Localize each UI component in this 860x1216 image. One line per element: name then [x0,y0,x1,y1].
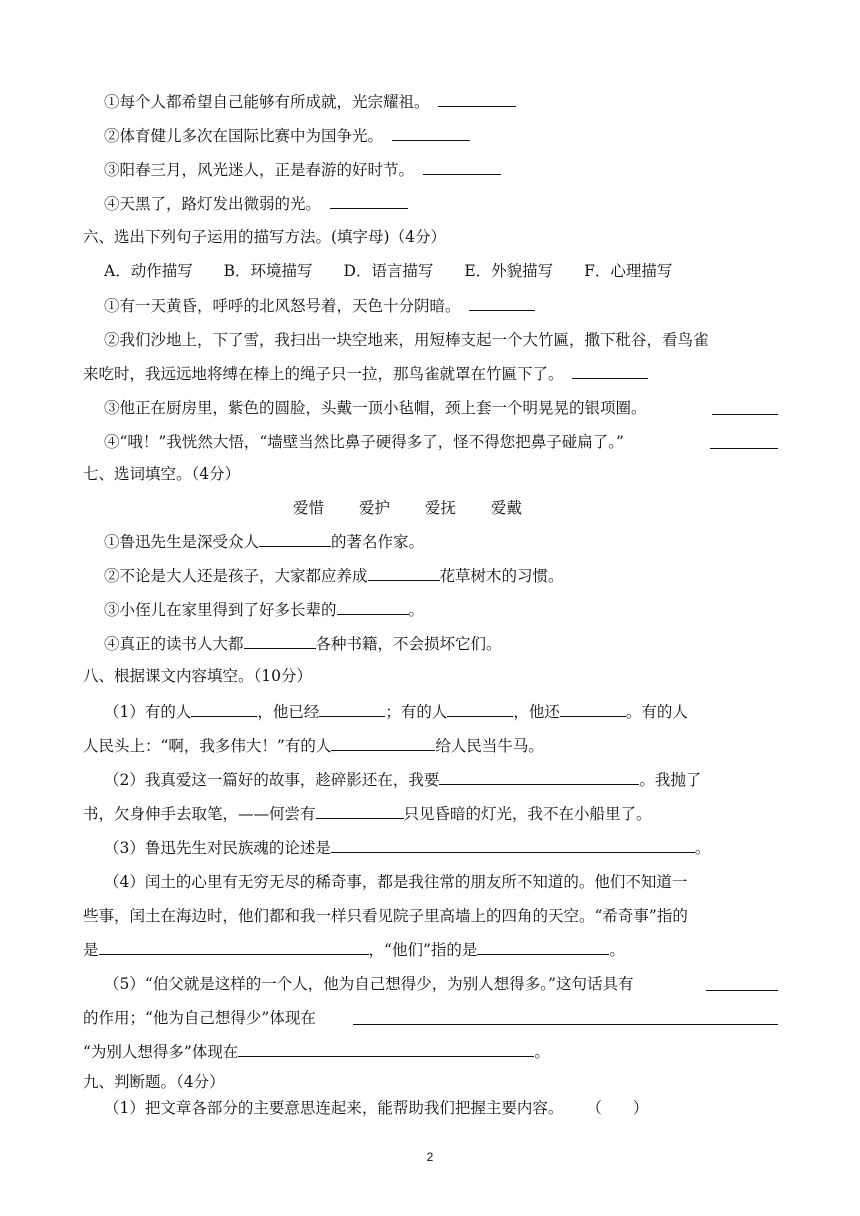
word-2: 爱护 [358,499,390,517]
text: 。有的人 [625,703,688,721]
sec7-q2-after: 花草树木的习惯。 [439,567,564,585]
word-1: 爱惜 [293,499,325,517]
sec7-q4-after: 各种书籍，不会损坏它们。 [315,635,502,653]
sec8-p5-line1: （5）“伯父就是这样的一个人，他为自己想得少，为别人想得多。”这句话具有 [104,975,634,993]
text: 。 [609,941,625,959]
answer-blank[interactable] [710,434,778,449]
answer-blank[interactable] [439,770,639,785]
answer-blank[interactable] [560,702,626,717]
answer-blank[interactable] [706,976,778,991]
answer-blank[interactable] [99,940,369,955]
text: ，他还 [513,703,560,721]
sec5-item-1 [104,92,516,112]
answer-blank[interactable] [319,702,385,717]
answer-blank[interactable] [259,532,331,547]
word-3: 爱抚 [424,499,456,517]
answer-blank[interactable] [469,296,535,311]
sec8-p5-line3 [83,1042,550,1062]
sec7-item-3 [104,600,424,620]
page-number: 2 [426,1150,434,1164]
text: 人民头上：“啊，我多伟大！”有的人 [83,737,332,755]
answer-blank[interactable] [572,364,648,379]
text: ；有的人 [385,703,448,721]
sec5-q4-text: ④天黑了，路灯发出微弱的光。 [104,195,322,213]
sec7-q2-before: ②不论是大人还是孩子，大家都应养成 [104,567,368,585]
sec6-heading: 六、选出下列句子运用的描写方法。(填字母)（4分） [83,228,446,246]
sec8-p5-line2: 的作用；“他为自己想得少”体现在 [83,1009,316,1027]
text: 。我抛了 [639,771,702,789]
answer-blank[interactable] [330,194,408,209]
text: （1）有的人 [104,703,192,721]
answer-blank[interactable] [191,702,257,717]
text: 给人民当牛马。 [435,737,544,755]
sec6-item-2-line1: ②我们沙地上，下了雪，我扫出一块空地来，用短棒支起一个大竹匾，撒下秕谷，看鸟雀 [104,331,709,349]
word-bank [278,498,537,518]
sec7-q4-before: ④真正的读书人大都 [104,635,244,653]
answer-blank[interactable] [331,736,435,751]
answer-blank[interactable] [447,702,513,717]
text: 只见昏暗的灯光，我不在小船里了。 [403,805,652,823]
sec5-item-4 [104,194,408,214]
sec7-q1-before: ①鲁迅先生是深受众人 [104,533,260,551]
answer-blank[interactable] [368,566,440,581]
sec5-item-2 [104,126,470,146]
option-f: F．心理描写 [584,262,673,280]
option-a: A．动作描写 [104,262,193,280]
answer-blank[interactable] [238,1042,534,1057]
sec6-q1-text: ①有一天黄昏，呼呼的北风怒号着，天色十分阴暗。 [104,297,461,315]
answer-blank[interactable] [337,600,409,615]
sec6-q2-text: 来吃时，我远远地将缚在棒上的绳子只一拉，那鸟雀就罩在竹匾下了。 [83,365,564,383]
answer-blank[interactable] [244,634,316,649]
text: ，“他们”指的是 [368,941,478,959]
text: （3）鲁迅先生对民族魂的论述是 [104,839,331,857]
sec7-item-1 [104,532,424,552]
answer-blank[interactable] [331,838,695,853]
text: ，他已经 [257,703,320,721]
sec9-item-1 [104,1098,648,1118]
answer-blank[interactable] [392,126,470,141]
sec9-q1-text: （1）把文章各部分的主要意思连起来，能帮助我们把握主要内容。 [104,1099,564,1117]
sec6-item-2-line2 [83,364,648,384]
sec8-p4-line2: 些事，闰土在海边时，他们都和我一样只看见院子里高墙上的四角的天空。“希奇事”指的 [83,907,688,925]
text: 是 [83,941,99,959]
answer-blank[interactable] [438,92,516,107]
text: 。 [694,839,711,857]
sec7-heading: 七、选词填空。（4分） [83,465,241,483]
sec8-heading: 八、根据课文内容填空。（10分） [83,667,312,685]
text: （2）我真爱这一篇好的故事，趁碎影还在，我要 [104,771,440,789]
answer-parentheses[interactable]: （ ） [586,1099,649,1117]
option-e: E．外貌描写 [464,262,554,280]
answer-blank[interactable] [423,160,501,175]
text: 。 [534,1043,550,1061]
sec8-p1-line2 [83,736,544,756]
option-d: D．语言描写 [343,262,434,280]
sec8-p4-line3 [83,940,625,960]
sec7-item-2 [104,566,564,586]
sec5-q3-text: ③阳春三月，风光迷人，正是春游的好时节。 [104,161,415,179]
answer-blank[interactable] [353,1010,778,1025]
answer-blank[interactable] [712,400,778,415]
sec6-item-4: ④“哦！”我恍然大悟，“墙壁当然比鼻子硬得多了，怪不得您把鼻子碰扁了。” [104,433,624,451]
sec5-q2-text: ②体育健儿多次在国际比赛中为国争光。 [104,127,384,145]
sec7-q1-after: 的著名作家。 [331,533,425,551]
text: “为别人想得多”体现在 [83,1043,239,1061]
sec5-q1-text: ①每个人都希望自己能够有所成就，光宗耀祖。 [104,93,430,111]
sec8-p2-line2 [83,804,652,824]
answer-blank[interactable] [316,804,404,819]
sec6-options [104,261,672,281]
sec7-q3-before: ③小侄儿在家里得到了好多长辈的 [104,601,337,619]
sec8-p4-line1: （4）闰土的心里有无穷无尽的稀奇事，都是我往常的朋友所不知道的。他们不知道一 [104,873,688,891]
sec7-q3-after: 。 [408,601,425,619]
answer-blank[interactable] [477,940,609,955]
sec6-item-1 [104,296,535,316]
sec8-p3 [104,838,710,858]
option-b: B．环境描写 [223,262,313,280]
sec5-item-3 [104,160,501,180]
sec8-p2-line1 [104,770,701,790]
sec6-item-3: ③他正在厨房里，紫色的圆脸，头戴一顶小毡帽，颈上套一个明晃晃的银项圈。 [104,399,647,417]
sec7-item-4 [104,634,502,654]
sec8-p1-line1 [104,702,688,722]
text: 书，欠身伸手去取笔，——何尝有 [83,805,316,823]
sec9-heading: 九、判断题。（4分） [83,1073,225,1091]
word-4: 爱戴 [490,499,522,517]
